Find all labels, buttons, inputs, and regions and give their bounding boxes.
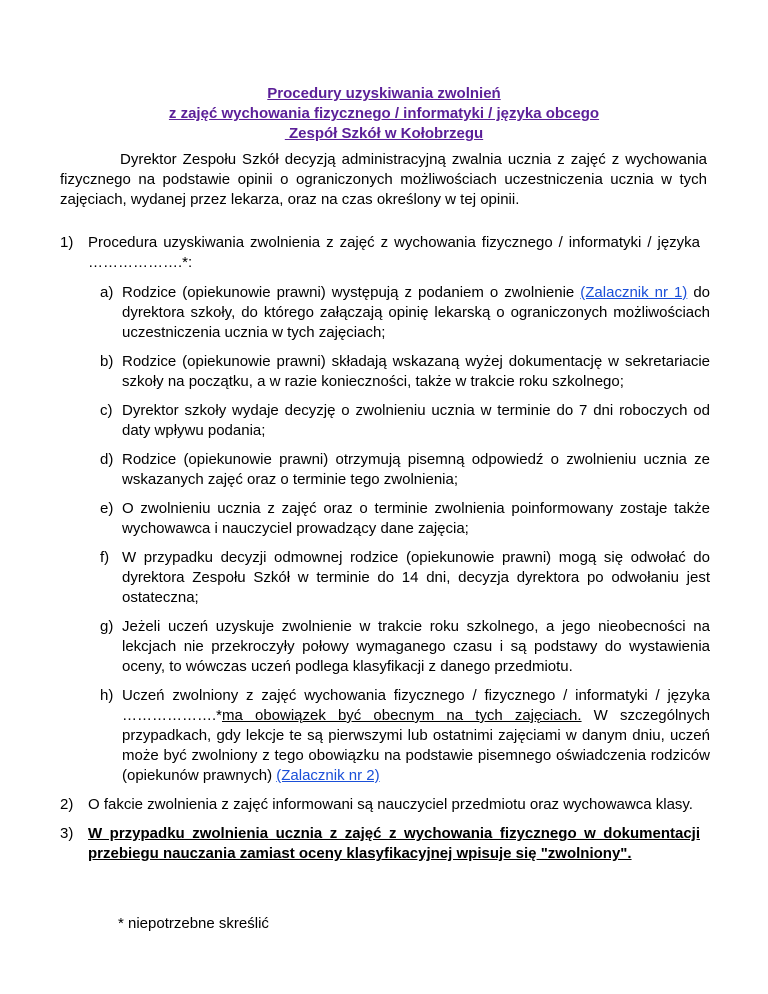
section-text: Procedura uzyskiwania zwolnienia z zajęć z wychowania fizycznego / informatyki / języka ……………….*:	[88, 234, 700, 271]
subitem-text: Rodzice (opiekunowie prawni) występują z podaniem o zwolnienie	[122, 284, 581, 301]
intro-paragraph: Dyrektor Zespołu Szkół decyzją administracyjną zwalnia ucznia z zajęć z wychowania fizycznego na podstawie opinii o ograniczonych możliwościach uczestniczenia ucznia w tych zajęciach, wydanej przez lekarza, oraz na czas określony w tej opinii.	[60, 151, 707, 208]
section-1	[60, 233, 700, 273]
subitem-text: O zwolnieniu ucznia z zajęć oraz o terminie zwolnienia poinformowany zostaje także wychowawca i nauczyciel prowadzący dane zajęcia;	[122, 500, 710, 537]
subitem-label: e)	[100, 500, 114, 517]
section-3	[60, 824, 700, 864]
document-title	[60, 84, 708, 144]
subitem-b	[100, 352, 710, 392]
title-line-2: z zajęć wychowania fizycznego / informatyki / języka obcego	[168, 105, 600, 122]
subitem-d	[100, 450, 710, 490]
subitem-label: h)	[100, 687, 114, 704]
subitem-text: W przypadku decyzji odmownej rodzice (opiekunowie prawni) mogą się odwołać do dyrektora Zespołu Szkół w terminie do 14 dni, decyzja dyrektora po odwołaniu jest ostateczna;	[122, 549, 710, 606]
footnote: * niepotrzebne skreślić	[118, 915, 269, 932]
section-number: 1)	[60, 234, 74, 251]
obligation-underlined: ma obowiązek być obecnym na tych zajęciach.	[222, 707, 582, 724]
subitem-text: Dyrektor szkoły wydaje decyzję o zwolnieniu ucznia w terminie do 7 dni roboczych od daty wpływu podania;	[122, 402, 710, 439]
subitem-text: Jeżeli uczeń uzyskuje zwolnienie w trakcie roku szkolnego, a jego nieobecności na lekcjach nie przekroczyły połowy wymaganego czasu i są podstawy do wystawienia oceny, to wówczas uczeń podlega klasyfikacji z danego przedmiotu.	[122, 618, 710, 675]
subitem-text: Rodzice (opiekunowie prawni) składają wskazaną wyżej dokumentację w sekretariacie szkoły na początku, a w razie konieczności, także w trakcie roku szkolnego;	[122, 353, 710, 390]
subitem-text: Rodzice (opiekunowie prawni) otrzymują pisemną odpowiedź o zwolnieniu ucznia ze wskazanych zajęć oraz o terminie tego zwolnienia;	[122, 451, 710, 488]
subitem-label: d)	[100, 451, 114, 468]
subitem-text-cont: do dyrektora szkoły, do którego załączają opinię lekarską o ograniczonych możliwościach uczestniczenia ucznia w tych zajęciach;	[122, 284, 711, 341]
section-text: O fakcie zwolnienia z zajęć informowani są nauczyciel przedmiotu oraz wychowawca klasy.	[88, 796, 693, 813]
section-2	[60, 795, 700, 815]
subitem-h	[100, 686, 710, 786]
subitem-label: g)	[100, 618, 114, 635]
subitem-text: Uczeń zwolniony z zajęć wychowania fizycznego / fizycznego / informatyki / języka ……………….*	[122, 687, 710, 724]
title-line-1: Procedury uzyskiwania zwolnień	[267, 85, 501, 102]
subitem-a	[100, 283, 710, 343]
subitem-c	[100, 401, 710, 441]
subitem-text-cont: W szczególnych przypadkach, gdy lekcje te są pierwszymi lub ostatnimi zajęciami w danym dniu, uczeń może być zwolniony z tego obowiązku na podstawie pisemnego oświadczenia rodziców (opiekunów prawnych)	[122, 707, 710, 784]
subitem-label: a)	[100, 284, 114, 301]
section-number: 2)	[60, 796, 74, 813]
subitem-label: f)	[100, 549, 110, 566]
attachment-1-link[interactable]: (Zalacznik nr 1)	[580, 284, 688, 301]
subitem-e	[100, 499, 710, 539]
subitem-f	[100, 548, 710, 608]
subitem-label: c)	[100, 402, 113, 419]
subitem-label: b)	[100, 353, 114, 370]
section-text: W przypadku zwolnienia ucznia z zajęć z wychowania fizycznego w dokumentacji przebiegu nauczania zamiast oceny klasyfikacyjnej wpisuje się "zwolniony".	[88, 825, 700, 862]
attachment-2-link[interactable]: (Zalacznik nr 2)	[276, 767, 380, 784]
subitem-g	[100, 617, 710, 677]
title-line-3: Zespół Szkół w Kołobrzegu	[284, 125, 484, 142]
section-number: 3)	[60, 825, 74, 842]
